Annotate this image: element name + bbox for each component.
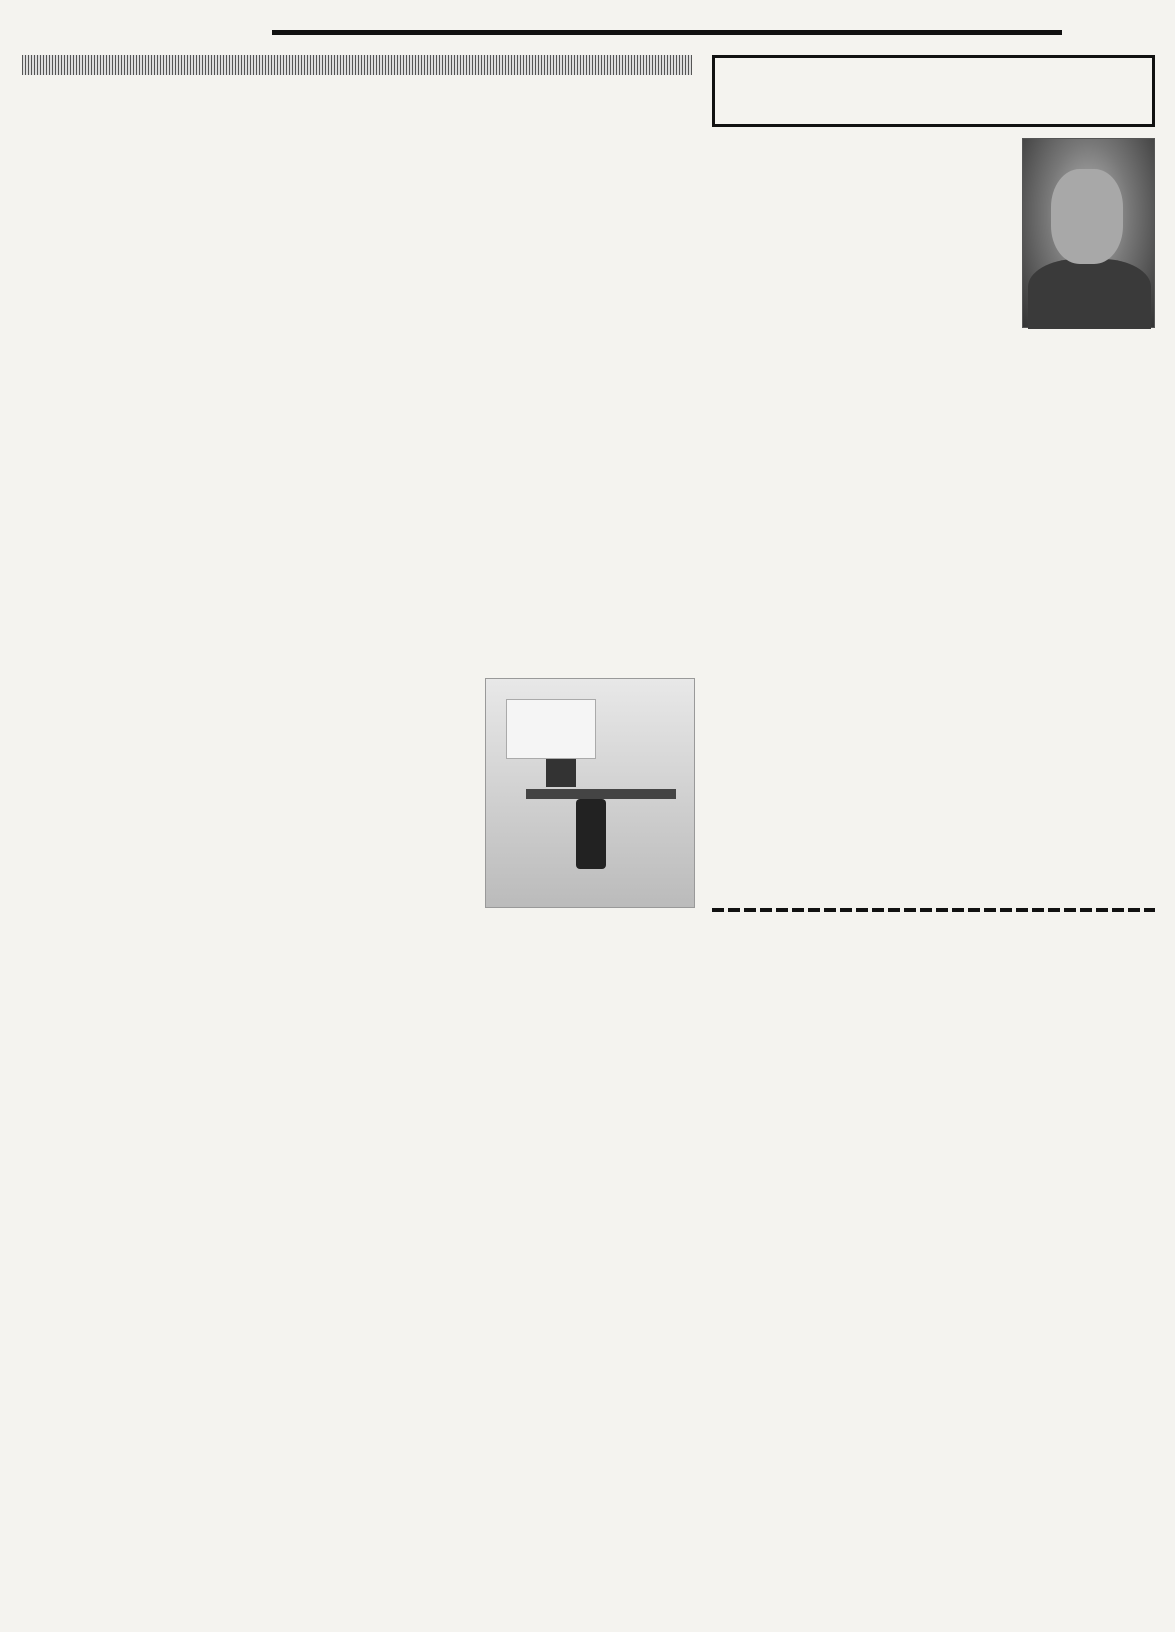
obituary-header: [712, 55, 1155, 127]
dashed-divider: [712, 908, 1155, 912]
masthead: [22, 8, 1157, 46]
chair-shape: [576, 799, 606, 869]
monitor-shape: [546, 759, 576, 787]
portrait-photo: [1022, 138, 1155, 328]
portrait-body: [1028, 259, 1151, 329]
portrait-face: [1051, 169, 1123, 264]
desk-shape: [526, 789, 676, 799]
classroom-photo: [485, 678, 695, 908]
window-shape: [506, 699, 596, 759]
department-strip: [22, 55, 692, 75]
masthead-rule: [272, 30, 1062, 35]
